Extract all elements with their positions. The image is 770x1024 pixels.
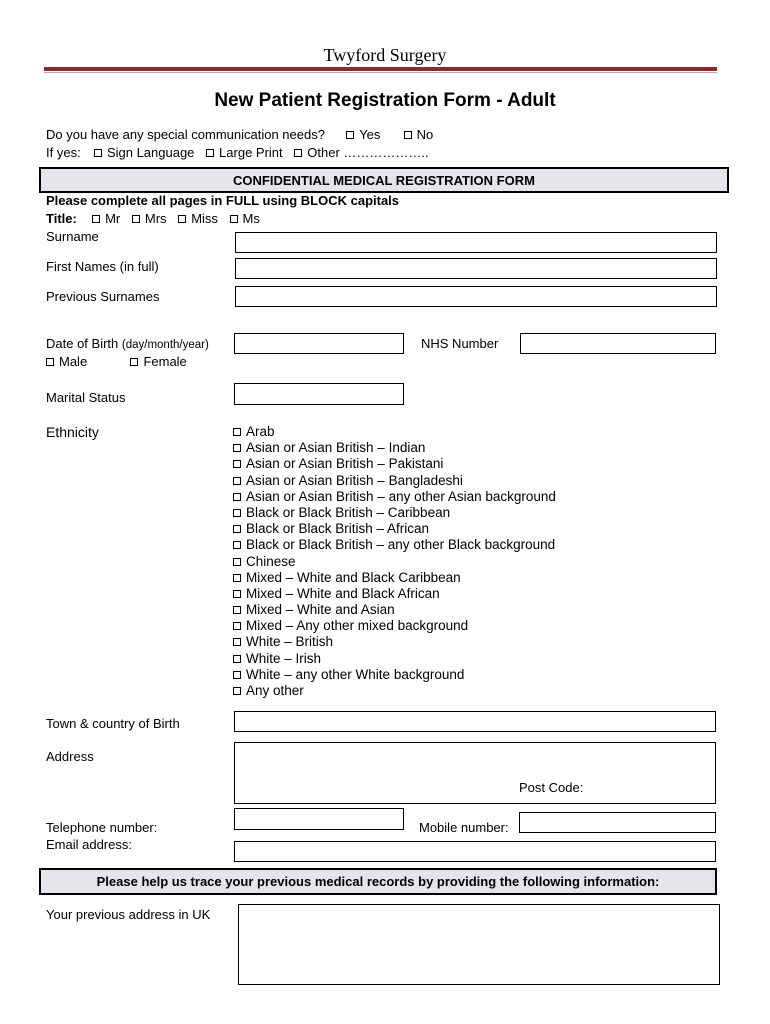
title-ms-checkbox[interactable] <box>230 215 238 223</box>
form-title: New Patient Registration Form - Adult <box>214 90 556 111</box>
ethnicity-option[interactable] <box>233 537 556 553</box>
header-rule <box>44 67 717 71</box>
post-code-label: Post Code: <box>519 780 584 795</box>
dob-hint: (day/month/year) <box>121 339 209 351</box>
comm-yes-checkbox[interactable] <box>346 131 354 139</box>
dob-label: Date of Birth <box>46 336 119 351</box>
title-ms-label: Ms <box>242 211 260 226</box>
ethnicity-option[interactable] <box>233 521 556 537</box>
ethnicity-option-label: Arab <box>246 424 275 439</box>
ethnicity-option[interactable] <box>233 456 556 472</box>
nhs-number-field[interactable] <box>520 333 716 354</box>
comm-yes-label: Yes <box>359 127 381 142</box>
sign-language-checkbox[interactable] <box>94 149 102 157</box>
practice-name: Twyford Surgery <box>323 45 447 65</box>
ethnicity-option-label: Chinese <box>246 553 296 569</box>
telephone-label: Telephone number: <box>46 820 158 835</box>
instructions: Please complete all pages in FULL using BLOCK capitals <box>46 193 400 208</box>
ethnicity-option-label: White – Irish <box>246 650 322 666</box>
communication-question: Do you have any special communication needs? <box>46 127 325 142</box>
ethnicity-option[interactable] <box>233 424 556 440</box>
ethnicity-checkbox[interactable] <box>233 671 241 679</box>
previous-address-field[interactable] <box>238 904 720 985</box>
dob-label-row <box>46 336 209 351</box>
trace-records-banner: Please help us trace your previous medical records by providing the following information: <box>39 868 717 895</box>
ethnicity-checkbox[interactable] <box>233 655 241 663</box>
address-label: Address <box>46 749 94 764</box>
first-names-field[interactable] <box>235 258 717 279</box>
surname-field[interactable] <box>235 232 717 253</box>
ethnicity-checkbox[interactable] <box>233 638 241 646</box>
ethnicity-checkbox[interactable] <box>233 525 241 533</box>
female-checkbox[interactable] <box>130 358 138 366</box>
ethnicity-option-label: Any other <box>246 683 304 698</box>
town-country-birth-field[interactable] <box>234 711 716 732</box>
first-names-label: First Names (in full) <box>46 259 159 274</box>
ethnicity-option[interactable] <box>233 505 556 521</box>
ethnicity-option-label: Asian or Asian British – Bangladeshi <box>246 472 463 488</box>
email-label: Email address: <box>46 837 132 852</box>
email-field[interactable] <box>234 841 716 862</box>
ethnicity-option-label: Mixed – White and Black African <box>246 585 440 601</box>
ethnicity-option[interactable] <box>233 473 556 489</box>
mobile-label: Mobile number: <box>419 820 509 835</box>
ethnicity-checkbox[interactable] <box>233 622 241 630</box>
ethnicity-option-label: Black or Black British – any other Black background <box>246 537 556 553</box>
title-mrs-label: Mrs <box>144 211 167 226</box>
ethnicity-option[interactable] <box>233 683 556 699</box>
dob-field[interactable] <box>234 333 404 354</box>
ethnicity-checkbox[interactable] <box>233 541 241 549</box>
other-need-checkbox[interactable] <box>294 149 302 157</box>
ethnicity-checkbox[interactable] <box>233 493 241 501</box>
ethnicity-checkbox[interactable] <box>233 574 241 582</box>
title-colon: : <box>72 211 77 226</box>
title-miss-checkbox[interactable] <box>178 215 186 223</box>
ethnicity-option-label: Asian or Asian British – Indian <box>246 440 426 456</box>
title-row <box>46 211 268 226</box>
female-label: Female <box>143 354 187 369</box>
ethnicity-option[interactable] <box>233 440 556 456</box>
ethnicity-option[interactable] <box>233 634 556 650</box>
ethnicity-option-label: Mixed – White and Asian <box>246 602 395 618</box>
if-yes-label: If yes: <box>46 145 81 160</box>
other-need-label: Other ……………….. <box>307 145 429 160</box>
ethnicity-option-label: White – any other White background <box>246 666 465 682</box>
comm-no-label: No <box>416 127 434 142</box>
ethnicity-option-label: Black or Black British – Caribbean <box>246 504 451 520</box>
confidential-banner: CONFIDENTIAL MEDICAL REGISTRATION FORM <box>39 167 729 193</box>
previous-address-label: Your previous address in UK <box>46 907 211 922</box>
ethnicity-option[interactable] <box>233 667 556 683</box>
surname-label: Surname <box>46 229 99 244</box>
ethnicity-checkbox[interactable] <box>233 444 241 452</box>
marital-status-label: Marital Status <box>46 390 126 405</box>
address-field[interactable] <box>234 742 716 804</box>
large-print-label: Large Print <box>219 145 283 160</box>
ethnicity-option[interactable] <box>233 651 556 667</box>
ethnicity-option[interactable] <box>233 570 556 586</box>
ethnicity-option-label: White – British <box>246 634 334 650</box>
gender-row <box>46 354 187 369</box>
title-miss-label: Miss <box>191 211 218 226</box>
ethnicity-checkbox[interactable] <box>233 558 241 566</box>
ethnicity-option[interactable] <box>233 554 556 570</box>
ethnicity-checkbox[interactable] <box>233 477 241 485</box>
ethnicity-option[interactable] <box>233 602 556 618</box>
ethnicity-label: Ethnicity <box>46 424 99 440</box>
telephone-field[interactable] <box>234 808 404 830</box>
ethnicity-checkbox[interactable] <box>233 460 241 468</box>
town-country-birth-label: Town & country of Birth <box>46 716 180 731</box>
ethnicity-checkbox[interactable] <box>233 509 241 517</box>
title-label: Title <box>46 211 73 226</box>
ethnicity-option-label: Mixed – White and Black Caribbean <box>246 569 461 585</box>
title-mr-label: Mr <box>105 211 121 226</box>
ethnicity-option-label: Asian or Asian British – any other Asian background <box>246 488 556 504</box>
marital-status-field[interactable] <box>234 383 404 405</box>
header-rule-thin <box>44 72 717 73</box>
sign-language-label: Sign Language <box>106 145 195 160</box>
ethnicity-option[interactable] <box>233 586 556 602</box>
previous-surnames-label: Previous Surnames <box>46 289 160 304</box>
ethnicity-option[interactable] <box>233 489 556 505</box>
title-mr-checkbox[interactable] <box>92 215 100 223</box>
comm-no-checkbox[interactable] <box>404 131 412 139</box>
large-print-checkbox[interactable] <box>206 149 214 157</box>
ethnicity-checkbox[interactable] <box>233 687 241 695</box>
ethnicity-option-label: Mixed – Any other mixed background <box>246 618 469 634</box>
communication-question-row <box>46 127 433 142</box>
nhs-number-label: NHS Number <box>421 336 499 351</box>
ethnicity-option[interactable] <box>233 618 556 634</box>
ethnicity-checkbox[interactable] <box>233 428 241 436</box>
previous-surnames-field[interactable] <box>235 286 717 307</box>
ethnicity-checkbox[interactable] <box>233 590 241 598</box>
ethnicity-options <box>233 424 556 699</box>
mobile-field[interactable] <box>519 812 716 833</box>
communication-options-row <box>46 145 437 160</box>
ethnicity-option-label: Asian or Asian British – Pakistani <box>246 456 444 472</box>
ethnicity-option-label: Black or Black British – African <box>246 521 430 537</box>
male-checkbox[interactable] <box>46 358 54 366</box>
male-label: Male <box>59 354 88 369</box>
title-mrs-checkbox[interactable] <box>132 215 140 223</box>
ethnicity-checkbox[interactable] <box>233 606 241 614</box>
